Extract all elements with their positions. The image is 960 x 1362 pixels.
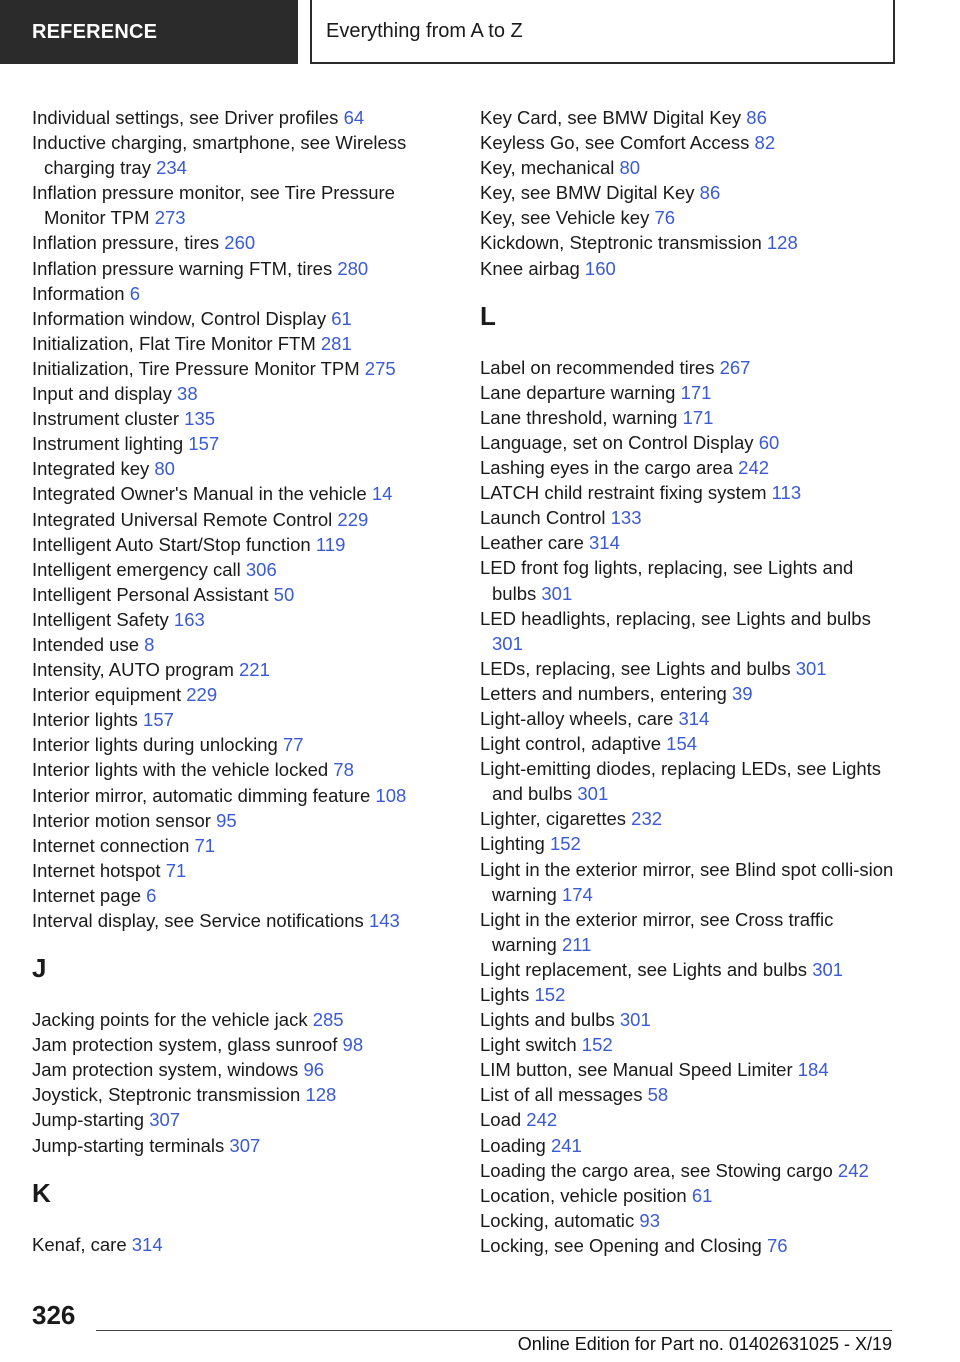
page-reference-link[interactable]: 6 <box>146 884 157 906</box>
page-reference-link[interactable]: 242 <box>837 1159 869 1181</box>
index-entry <box>32 808 452 833</box>
index-entry-text: Lighter, cigarettes <box>480 808 627 830</box>
page-reference-link[interactable]: 61 <box>331 307 352 329</box>
index-entry-text: Interior equipment <box>32 684 182 706</box>
index-entry-text: Internet hotspot <box>32 859 161 881</box>
index-entry-text: Loading <box>480 1134 546 1156</box>
index-entry-text: Information <box>32 282 125 304</box>
index-entry-text: Light in the exterior mirror, see Cross traffic warning <box>480 908 834 955</box>
index-entry-text: Intensity, AUTO program <box>32 659 234 681</box>
page-reference-link[interactable]: 152 <box>581 1034 613 1056</box>
index-entry <box>480 205 900 230</box>
index-entry <box>480 706 900 731</box>
index-entry-text: List of all messages <box>480 1084 643 1106</box>
index-entry-text: Interior lights <box>32 709 138 731</box>
index-entry <box>32 557 452 582</box>
page-reference-link[interactable]: 14 <box>371 483 393 505</box>
index-entry <box>480 606 900 656</box>
index-entry-text: Input and display <box>32 383 172 405</box>
index-entry-text: Location, vehicle position <box>480 1184 687 1206</box>
page-reference-link[interactable]: 301 <box>812 958 844 980</box>
page-reference-link[interactable]: 77 <box>282 734 304 756</box>
index-entry-text: Light-emitting diodes, replacing LEDs, see Lights and bulbs <box>480 758 882 805</box>
page-reference-link[interactable]: 133 <box>610 507 642 529</box>
page-reference-link[interactable]: 86 <box>746 107 767 128</box>
index-entry <box>480 806 900 831</box>
index-entry-text: Light in the exterior mirror, see Blind spot colli-sion warning <box>480 858 894 905</box>
index-entry <box>32 1107 452 1132</box>
page-reference-link[interactable]: 242 <box>738 457 770 479</box>
index-entry <box>32 180 452 230</box>
page-reference-link[interactable]: 301 <box>577 783 609 805</box>
page-number: 326 <box>32 1300 76 1330</box>
index-entry-text: Key Card, see BMW Digital Key <box>480 107 742 128</box>
index-entry-text: Key, see BMW Digital Key <box>480 182 695 204</box>
page-reference-link[interactable]: 229 <box>337 508 369 530</box>
page-reference-link[interactable]: 275 <box>364 357 396 379</box>
index-entry-text: Internet connection <box>32 834 190 856</box>
index-entry-text: Light control, adaptive <box>480 733 662 755</box>
index-entry <box>480 480 900 505</box>
index-entry <box>32 507 452 532</box>
page-reference-link[interactable]: 280 <box>337 257 369 279</box>
chapter-title: Everything from A to Z <box>326 19 523 42</box>
page-reference-link[interactable]: 6 <box>129 282 140 304</box>
index-entry <box>480 256 900 281</box>
index-entry <box>32 858 452 883</box>
index-entry <box>32 657 452 682</box>
index-entry-text: Intelligent Personal Assistant <box>32 583 269 605</box>
index-entry <box>32 1057 452 1082</box>
page-reference-link[interactable]: 38 <box>177 383 198 405</box>
page-reference-link[interactable]: 234 <box>156 157 187 179</box>
page-reference-link[interactable]: 184 <box>797 1059 829 1081</box>
index-entry-text: Launch Control <box>480 507 606 529</box>
page-reference-link[interactable]: 143 <box>368 910 400 931</box>
index-entry <box>480 1233 900 1258</box>
page-reference-link[interactable]: 119 <box>315 533 346 555</box>
index-entry-text: Interior lights with the vehicle locked <box>32 759 329 781</box>
index-entry-text: Jump-starting <box>32 1109 145 1131</box>
index-entry <box>32 532 452 557</box>
page-reference-link[interactable]: 273 <box>154 207 186 229</box>
index-entry-text: Jam protection system, windows <box>32 1059 299 1081</box>
index-entry-text: LIM button, see Manual Speed Limiter <box>480 1059 793 1081</box>
index-entry-text: Initialization, Flat Tire Monitor FTM <box>32 332 316 354</box>
page-reference-link[interactable]: 301 <box>541 582 573 604</box>
page-reference-link[interactable]: 128 <box>305 1084 337 1106</box>
page-reference-link[interactable]: 135 <box>184 408 216 430</box>
index-entry <box>480 530 900 555</box>
index-entry <box>32 406 452 431</box>
page-reference-link[interactable]: 301 <box>492 632 523 654</box>
index-entry <box>480 555 900 605</box>
index-entry <box>32 1082 452 1107</box>
index-entry-text: Inflation pressure, tires <box>32 232 220 254</box>
index-entry <box>32 582 452 607</box>
page-reference-link[interactable]: 241 <box>550 1134 582 1156</box>
page-reference-link[interactable]: 229 <box>186 684 218 706</box>
index-entry <box>32 456 452 481</box>
index-entry-text: Integrated key <box>32 458 150 480</box>
page-reference-link[interactable]: 8 <box>144 633 155 655</box>
index-entry <box>32 1032 452 1057</box>
index-entry-text: LEDs, replacing, see Lights and bulbs <box>480 657 791 679</box>
index-entry <box>32 1133 452 1158</box>
index-entry <box>32 1007 452 1032</box>
index-entry <box>32 306 452 331</box>
index-entry-text: Language, set on Control Display <box>480 431 754 453</box>
index-entry-text: Intelligent Auto Start/Stop function <box>32 533 311 555</box>
index-entry <box>480 857 900 907</box>
page-reference-link[interactable]: 152 <box>549 833 581 855</box>
index-entry-text: Lane departure warning <box>480 381 676 403</box>
page-reference-link[interactable]: 174 <box>561 883 593 905</box>
index-entry-text: Load <box>480 1109 522 1131</box>
index-entry <box>32 1232 452 1257</box>
index-entry <box>32 130 452 180</box>
page-reference-link[interactable]: 157 <box>188 433 220 455</box>
index-entry-text: Inflation pressure monitor, see Tire Pressure Monitor TPM <box>32 182 395 229</box>
page-reference-link[interactable]: 211 <box>561 933 592 955</box>
index-entry <box>32 607 452 632</box>
index-entry-text: Label on recommended tires <box>480 356 715 378</box>
index-column-right <box>480 105 900 1258</box>
index-entry <box>480 1007 900 1032</box>
index-entry-text: Key, see Vehicle key <box>480 207 650 229</box>
index-entry <box>32 732 452 757</box>
page-reference-link[interactable]: 281 <box>320 332 352 354</box>
index-entry <box>32 230 452 255</box>
index-entry <box>480 455 900 480</box>
page-reference-link[interactable]: 82 <box>754 132 776 154</box>
index-column-left <box>32 105 452 1257</box>
index-entry-text: Interior mirror, automatic dimming feature <box>32 784 371 806</box>
page-reference-link[interactable]: 314 <box>589 532 620 554</box>
index-entry <box>480 1082 900 1107</box>
index-entry-text: Instrument lighting <box>32 433 184 455</box>
index-entry-text: Initialization, Tire Pressure Monitor TPM <box>32 357 360 379</box>
page-reference-link[interactable]: 157 <box>143 709 174 731</box>
index-entry-text: Internet page <box>32 884 142 906</box>
index-entry <box>480 1208 900 1233</box>
index-entry <box>32 331 452 356</box>
index-letter-heading: J <box>32 953 47 984</box>
index-entry <box>32 757 452 782</box>
index-entry <box>480 907 900 957</box>
index-entry <box>480 430 900 455</box>
page-reference-link[interactable]: 314 <box>131 1233 163 1255</box>
page-reference-link[interactable]: 113 <box>771 482 802 504</box>
page-reference-link[interactable]: 163 <box>173 608 205 630</box>
index-entry-text: Jump-starting terminals <box>32 1134 225 1156</box>
page-reference-link[interactable]: 60 <box>758 431 780 453</box>
index-entry-text: Lights and bulbs <box>480 1009 615 1031</box>
page-reference-link[interactable]: 50 <box>273 583 295 605</box>
index-entry <box>480 756 900 806</box>
page-reference-link[interactable]: 80 <box>619 157 641 179</box>
index-entry <box>480 731 900 756</box>
index-entry <box>480 180 900 205</box>
page-reference-link[interactable]: 267 <box>719 356 751 378</box>
index-entry <box>480 957 900 982</box>
index-entry <box>480 1183 900 1208</box>
index-entry <box>480 656 900 681</box>
index-entry-text: Individual settings, see Driver profiles <box>32 107 339 128</box>
index-entry <box>32 833 452 858</box>
page-reference-link[interactable]: 307 <box>149 1109 181 1131</box>
index-entry-text: Inductive charging, smartphone, see Wireless charging tray <box>32 132 407 179</box>
index-letter-heading: K <box>32 1177 51 1208</box>
index-entry <box>32 908 452 933</box>
index-entry-text: Jacking points for the vehicle jack <box>32 1009 308 1031</box>
index-entry <box>32 105 452 130</box>
index-entry <box>480 1158 900 1183</box>
index-entry-text: Jam protection system, glass sunroof <box>32 1034 338 1056</box>
index-entry <box>32 481 452 506</box>
index-entry-text: Lights <box>480 984 530 1005</box>
index-entry-text: LATCH child restraint fixing system <box>480 482 767 504</box>
index-entry-text: Light replacement, see Lights and bulbs <box>480 958 808 980</box>
index-entry-text: Light-alloy wheels, care <box>480 707 674 729</box>
page-reference-link[interactable]: 171 <box>680 381 712 403</box>
index-entry <box>480 1133 900 1158</box>
page-reference-link[interactable]: 80 <box>154 458 175 480</box>
index-entry <box>480 1107 900 1132</box>
index-entry-text: Leather care <box>480 532 584 554</box>
index-entry <box>480 505 900 530</box>
index-entry <box>32 682 452 707</box>
index-entry-text: Kickdown, Steptronic transmission <box>480 232 762 254</box>
page-reference-link[interactable]: 93 <box>639 1209 660 1231</box>
index-entry <box>480 155 900 180</box>
page-reference-link[interactable]: 108 <box>375 784 407 806</box>
index-entry-text: Lighting <box>480 833 545 855</box>
page-reference-link[interactable]: 301 <box>619 1009 651 1031</box>
index-entry-text: Intelligent Safety <box>32 608 169 630</box>
page-reference-link[interactable]: 71 <box>165 859 187 881</box>
page-reference-link[interactable]: 76 <box>766 1234 788 1256</box>
index-entry <box>480 230 900 255</box>
index-entry-text: LED headlights, replacing, see Lights and bulbs <box>480 607 871 629</box>
index-entry-text: Integrated Owner's Manual in the vehicle <box>32 483 367 505</box>
index-entry-text: Key, mechanical <box>480 157 615 179</box>
page-reference-link[interactable]: 71 <box>194 834 216 856</box>
chapter-tab <box>310 0 895 64</box>
section-label: REFERENCE <box>32 20 158 43</box>
page-reference-link[interactable]: 128 <box>766 232 798 254</box>
index-entry-text: Integrated Universal Remote Control <box>32 508 333 530</box>
index-entry-text: LED front fog lights, replacing, see Lights and bulbs <box>480 557 854 604</box>
edition-note: Online Edition for Part no. 01402631025 - X/19 <box>517 1334 892 1354</box>
section-tab <box>0 0 298 64</box>
page-reference-link[interactable]: 232 <box>631 808 663 830</box>
index-entry-text: Joystick, Steptronic transmission <box>32 1084 301 1106</box>
index-entry <box>480 1057 900 1082</box>
page-reference-link[interactable]: 242 <box>526 1109 558 1131</box>
index-entry <box>480 130 900 155</box>
index-entry-text: Letters and numbers, entering <box>480 682 727 704</box>
index-entry-text: Locking, see Opening and Closing <box>480 1234 762 1256</box>
index-entry-text: Loading the cargo area, see Stowing cargo <box>480 1159 833 1181</box>
footer-divider <box>96 1330 892 1331</box>
page-reference-link[interactable]: 98 <box>342 1034 364 1056</box>
index-entry <box>32 707 452 732</box>
index-letter-heading: L <box>480 300 496 331</box>
page-reference-link[interactable]: 160 <box>584 257 616 279</box>
page-reference-link[interactable]: 285 <box>312 1009 344 1031</box>
index-entry-text: Lashing eyes in the cargo area <box>480 457 734 479</box>
page-reference-link[interactable]: 76 <box>654 207 676 229</box>
index-entry <box>32 632 452 657</box>
index-entry-text: Intelligent emergency call <box>32 558 241 580</box>
index-entry-text: Interior lights during unlocking <box>32 734 278 756</box>
page-reference-link[interactable]: 154 <box>666 733 698 755</box>
page-reference-link[interactable]: 221 <box>239 659 270 681</box>
index-entry-text: Information window, Control Display <box>32 307 327 329</box>
index-entry <box>32 883 452 908</box>
index-entry <box>32 783 452 808</box>
index-entry <box>480 1032 900 1057</box>
index-entry-text: Inflation pressure warning FTM, tires <box>32 257 333 279</box>
index-entry <box>32 256 452 281</box>
index-entry-text: Lane threshold, warning <box>480 406 678 428</box>
index-entry-text: Interior motion sensor <box>32 809 211 831</box>
page-reference-link[interactable]: 58 <box>647 1084 669 1106</box>
page-reference-link[interactable]: 96 <box>303 1059 325 1081</box>
index-entry <box>32 431 452 456</box>
index-entry <box>480 380 900 405</box>
index-entry <box>32 356 452 381</box>
page-reference-link[interactable]: 307 <box>229 1134 261 1156</box>
index-entry-text: Knee airbag <box>480 257 580 279</box>
page-reference-link[interactable]: 314 <box>678 707 710 729</box>
page-reference-link[interactable]: 152 <box>534 984 566 1005</box>
index-entry <box>480 405 900 430</box>
index-entry-text: Locking, automatic <box>480 1209 635 1231</box>
page-reference-link[interactable]: 78 <box>333 759 354 781</box>
index-entry <box>32 281 452 306</box>
index-entry-text: Intended use <box>32 633 139 655</box>
page-reference-link[interactable]: 86 <box>699 182 721 204</box>
index-entry-text: Kenaf, care <box>32 1233 127 1255</box>
index-entry-text: Light switch <box>480 1034 577 1056</box>
index-entry-text: Keyless Go, see Comfort Access <box>480 132 750 154</box>
index-entry-text: Instrument cluster <box>32 408 180 430</box>
page-reference-link[interactable]: 306 <box>245 558 277 580</box>
page-reference-link[interactable]: 301 <box>795 657 827 679</box>
page-reference-link[interactable]: 39 <box>731 682 753 704</box>
page-reference-link[interactable]: 260 <box>224 232 256 254</box>
page-reference-link[interactable]: 171 <box>682 406 714 428</box>
index-entry <box>480 105 900 130</box>
page-reference-link[interactable]: 95 <box>216 809 237 831</box>
index-entry <box>480 681 900 706</box>
page-reference-link[interactable]: 64 <box>343 107 365 128</box>
index-entry <box>32 381 452 406</box>
index-entry-text: Interval display, see Service notifications <box>32 910 364 931</box>
index-entry <box>480 355 900 380</box>
index-entry <box>480 982 900 1007</box>
page-reference-link[interactable]: 61 <box>691 1184 713 1206</box>
index-entry <box>480 831 900 856</box>
